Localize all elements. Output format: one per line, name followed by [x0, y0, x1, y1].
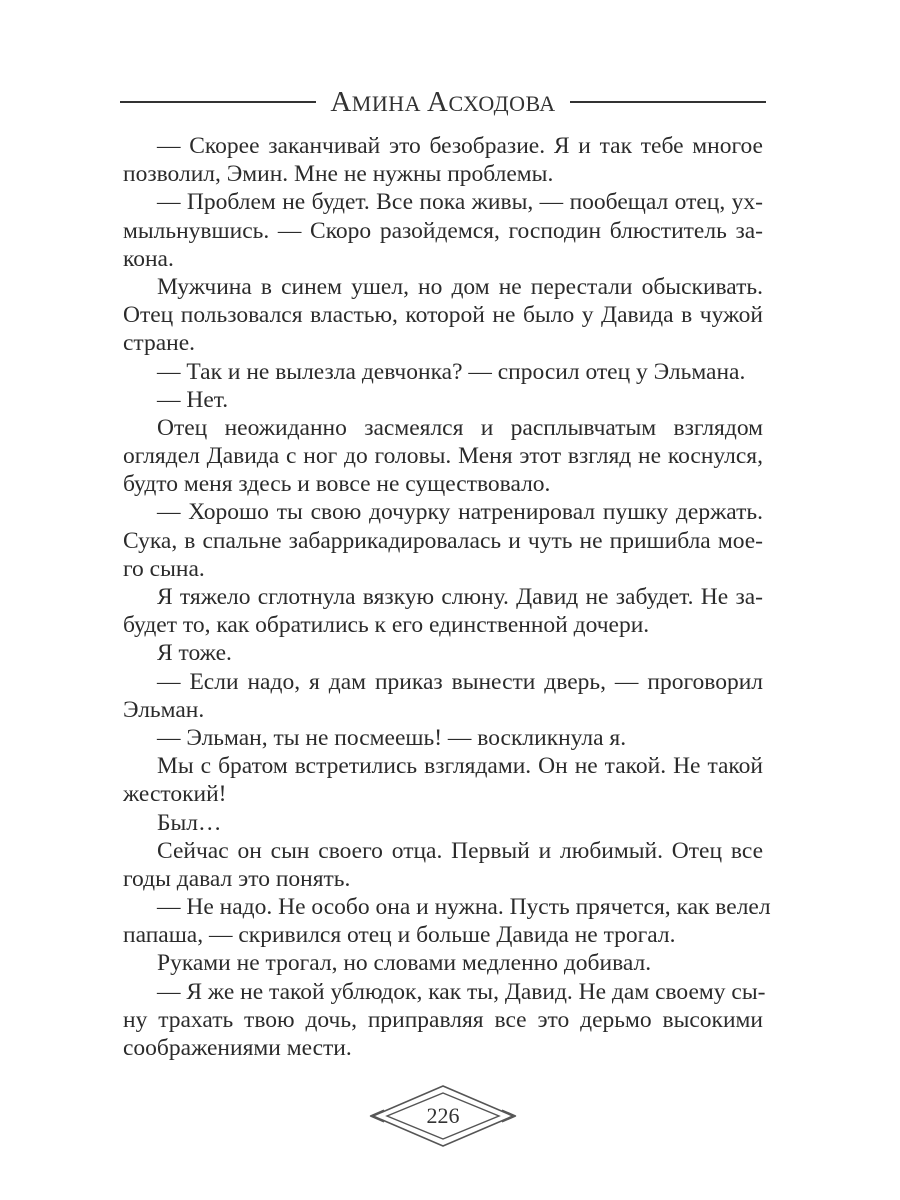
- page-number-ornament: [368, 1083, 518, 1149]
- paragraph: [123, 414, 763, 499]
- text-line: — Если надо, я дам приказ вынести дверь, — проговорил: [157, 668, 763, 695]
- paragraph: [123, 809, 763, 837]
- text-line: мыльнувшись. — Скоро разойдемся, господин блюститель за-: [123, 217, 763, 244]
- text-line: — Хорошо ты свою дочурку натренировал пушку держать.: [157, 499, 763, 526]
- paragraph: [123, 583, 763, 639]
- text-line: — Я же не такой ублюдок, как ты, Давид. Не дам своему сы-: [157, 978, 766, 1005]
- text-line: Руками не трогал, но словами медленно добивал.: [157, 950, 652, 977]
- text-line: Мы с братом встретились взглядами. Он не такой. Не такой: [157, 753, 763, 780]
- text-line: стране.: [123, 330, 196, 357]
- text-line: оглядел Давида с ног до головы. Меня этот взгляд не коснулся,: [123, 443, 763, 470]
- paragraph: [123, 668, 763, 724]
- text-line: позволил, Эмин. Мне не нужны проблемы.: [123, 161, 554, 188]
- paragraph: [123, 978, 766, 1063]
- text-line: Отец пользовался властью, которой не было у Давида в чужой: [123, 302, 763, 329]
- text-line: Мужчина в синем ушел, но дом не перестали обыскивать.: [157, 273, 763, 300]
- text-line: будет то, как обратились к его единственной дочери.: [123, 612, 650, 639]
- paragraph: [123, 752, 763, 808]
- paragraph: [123, 273, 763, 358]
- text-line: Я тоже.: [157, 640, 232, 667]
- body-text: [123, 132, 771, 1062]
- text-line: — Скорее заканчивай это безобразие. Я и так тебе многое: [157, 133, 763, 159]
- running-header: [120, 84, 766, 120]
- text-line: Сука, в спальне забаррикадировалась и чуть не пришибла мое-: [123, 527, 763, 554]
- text-line: — Так и не вылезла девчонка? — спросил отец у Эльмана.: [157, 358, 746, 385]
- text-line: папаша, — скривился отец и больше Давида не трогал.: [123, 922, 676, 949]
- text-line: Отец неожиданно засмеялся и расплывчатым взглядом: [157, 414, 763, 441]
- page-number: 226: [426, 1103, 460, 1128]
- header-rule-right: [570, 101, 766, 103]
- text-line: кона.: [123, 245, 174, 272]
- text-line: будто меня здесь и вовсе не существовало.: [123, 471, 551, 498]
- paragraph: [123, 724, 763, 752]
- paragraph: [123, 386, 763, 414]
- paragraph: [123, 893, 771, 949]
- author-name: АМИНА АСХОДОВА: [330, 85, 556, 118]
- text-line: годы давал это понять.: [123, 865, 351, 892]
- text-line: — Проблем не будет. Все пока живы, — пообещал отец, ух-: [157, 189, 763, 216]
- header-rule-left: [120, 101, 316, 103]
- paragraph: [123, 498, 763, 583]
- text-line: го сына.: [123, 555, 205, 582]
- paragraph: [123, 837, 763, 893]
- paragraph: [123, 132, 763, 188]
- text-line: Был…: [157, 809, 222, 836]
- text-line: — Не надо. Не особо она и нужна. Пусть прячется, как велел: [157, 894, 771, 921]
- text-line: — Эльман, ты не посмеешь! — воскликнула я.: [157, 724, 627, 751]
- text-line: Эльман.: [123, 696, 205, 723]
- text-line: соображениями мести.: [123, 1035, 352, 1061]
- text-line: ну трахать твою дочь, приправляя все это дерьмо высокими: [123, 1006, 763, 1033]
- text-line: жестокий!: [123, 781, 227, 808]
- text-line: — Нет.: [157, 386, 229, 413]
- text-line: Я тяжело сглотнула вязкую слюну. Давид не забудет. Не за-: [157, 584, 763, 610]
- paragraph: [123, 639, 763, 667]
- paragraph: [123, 949, 763, 977]
- text-line: Сейчас он сын своего отца. Первый и любимый. Отец все: [157, 837, 763, 864]
- paragraph: [123, 188, 763, 273]
- paragraph: [123, 358, 763, 386]
